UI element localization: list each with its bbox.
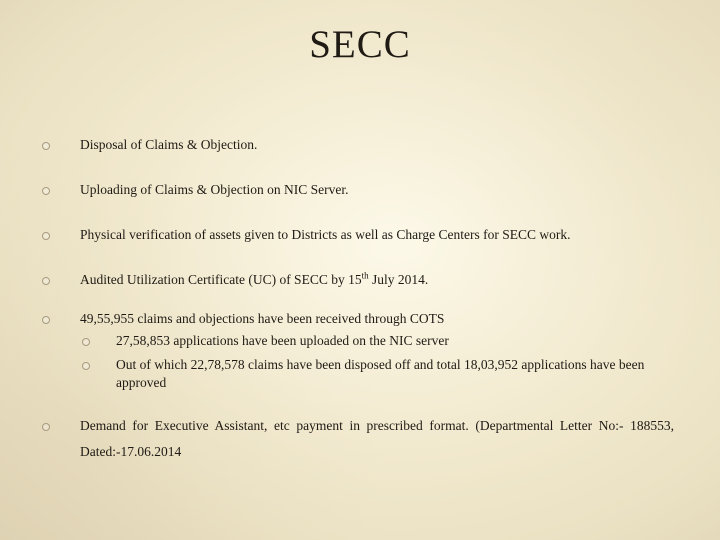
bullet-text: Demand for Executive Assistant, etc payment in prescribed format. (Departmental Letter No:- 188553, Dated:-17.06.2014 [80, 418, 674, 459]
bullet-item [80, 310, 680, 328]
bullet-text: Physical verification of assets given to Districts as well as Charge Centers for SECC work. [80, 227, 571, 242]
bullet-item [80, 226, 680, 244]
sub-bullet-item [116, 332, 676, 350]
sub-bullet-text: Out of which 22,78,578 claims have been disposed off and total 18,03,952 applications have been approved [116, 357, 645, 390]
bullet-circle-icon [42, 232, 50, 240]
ordinal-suffix: th [361, 270, 369, 281]
bullet-text-start: Audited Utilization Certificate (UC) of SECC by 15 [80, 272, 362, 287]
bullet-text: Uploading of Claims & Objection on NIC Server. [80, 182, 349, 197]
sub-bullet-item [116, 356, 661, 392]
slide-title: SECC [309, 23, 411, 66]
bullet-item [80, 136, 680, 154]
bullet-text-end: July 2014. [368, 272, 429, 287]
bullet-circle-icon [42, 316, 50, 324]
sub-bullet-circle-icon [82, 362, 90, 370]
sub-bullet-circle-icon [82, 338, 90, 346]
bullet-circle-icon [42, 423, 50, 431]
bullet-circle-icon [42, 277, 50, 285]
sub-bullet-text: 27,58,853 applications have been uploaded on the NIC server [116, 333, 449, 348]
bullet-circle-icon [42, 142, 50, 150]
bullet-text: Disposal of Claims & Objection. [80, 137, 258, 152]
bullet-text: 49,55,955 claims and objections have been received through COTS [80, 311, 445, 326]
bullet-item [80, 271, 680, 289]
bullet-item [80, 181, 680, 199]
bullet-circle-icon [42, 187, 50, 195]
bullet-item [80, 413, 674, 465]
